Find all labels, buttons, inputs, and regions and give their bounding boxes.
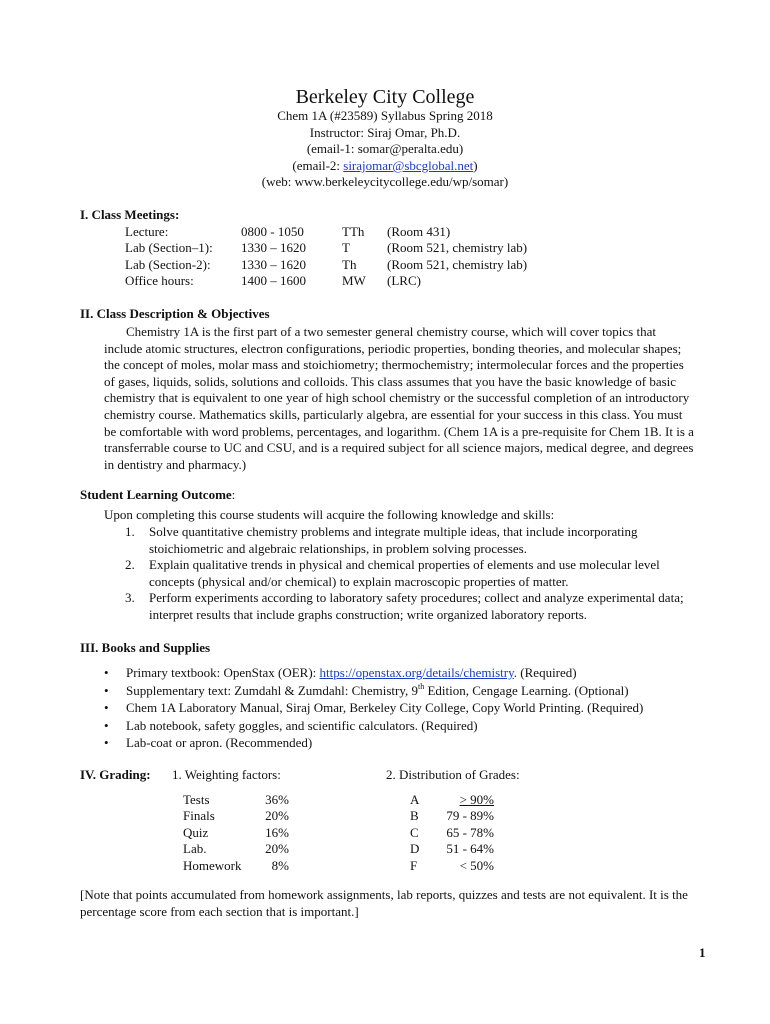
web-line: (web: www.berkeleycitycollege.edu/wp/somar) — [261, 174, 509, 189]
grading-note: [Note that points accumulated from homework assignments, lab reports, quizzes and tests are not equivalent. It is the percentage score from each section that is important.] — [80, 887, 688, 919]
bullet-icon: • — [104, 735, 109, 750]
list-item — [104, 683, 704, 701]
page-number: 1 — [699, 945, 706, 960]
grade-letter: D — [410, 841, 420, 856]
list-item — [104, 735, 704, 753]
meeting-time: 0800 - 1050 — [241, 224, 304, 239]
meeting-days: T — [342, 240, 350, 255]
list-number: 3. — [125, 590, 135, 606]
list-text: Perform experiments according to laboratory safety procedures; collect and analyze experimental data; interpret results that include graphs construction; write organized laboratory reports. — [149, 590, 684, 622]
weight-name: Quiz — [183, 825, 209, 840]
instructor-line: Instructor: Siraj Omar, Ph.D. — [309, 125, 461, 140]
meeting-time: 1330 – 1620 — [241, 257, 306, 272]
list-number: 2. — [125, 557, 135, 573]
weight-pct: 16% — [265, 825, 289, 840]
books-heading: III. Books and Supplies — [80, 640, 211, 655]
grade-letter: B — [410, 808, 419, 823]
email-2-link[interactable]: sirajomar@sbcglobal.net — [343, 158, 474, 173]
book-notebook: Lab notebook, safety goggles, and scientific calculators. (Required) — [126, 717, 478, 733]
weight-name: Homework — [183, 858, 242, 873]
weight-pct: 8% — [271, 858, 289, 873]
list-item — [104, 557, 696, 590]
meeting-type: Office hours: — [125, 273, 194, 288]
grade-letter: C — [410, 825, 419, 840]
meeting-room: (Room 521, chemistry lab) — [387, 257, 528, 272]
meeting-days: Th — [342, 257, 357, 272]
meeting-room: (Room 521, chemistry lab) — [387, 240, 528, 255]
slo-list — [104, 524, 696, 624]
slo-heading: Student Learning Outcome — [80, 487, 232, 502]
meeting-days: MW — [342, 273, 366, 288]
bullet-icon: • — [104, 700, 109, 715]
meeting-room: (LRC) — [387, 273, 421, 288]
slo-intro: Upon completing this course students will acquire the following knowledge and skills: — [104, 507, 555, 522]
email-2-suffix: ) — [473, 158, 478, 173]
book-supp-prefix: Supplementary text: Zumdahl & Zumdahl: Chemistry, 9 — [126, 682, 418, 698]
list-item — [104, 718, 704, 736]
book-labcoat: Lab-coat or apron. (Recommended) — [126, 735, 313, 750]
book-primary-suffix: . (Required) — [513, 665, 577, 680]
grade-range: 51 - 64% — [446, 841, 494, 856]
list-text: Explain qualitative trends in physical and chemical properties of elements and use molecular level concepts (physical and/or chemical) to explain macroscopic properties of matter. — [149, 557, 660, 589]
weight-pct: 36% — [265, 792, 289, 807]
meeting-type: Lecture: — [125, 224, 169, 239]
book-primary-prefix: Primary textbook: OpenStax (OER): — [126, 665, 320, 680]
grading-heading: IV. Grading: — [80, 767, 151, 782]
meeting-room: (Room 431) — [387, 224, 451, 239]
bullet-icon: • — [104, 717, 109, 733]
email-1-line: (email-1: somar@peralta.edu) — [306, 141, 464, 156]
books-list — [104, 665, 704, 753]
bullet-icon: • — [104, 682, 109, 698]
meetings-heading: I. Class Meetings: — [80, 207, 180, 222]
meeting-time: 1400 – 1600 — [241, 273, 306, 288]
meeting-type: Lab (Section–1): — [125, 240, 213, 255]
grade-range: 65 - 78% — [446, 825, 494, 840]
weight-name: Finals — [183, 808, 215, 823]
list-text: Solve quantitative chemistry problems and integrate multiple ideas, that include incorporating stoichiometric and algebraic relationships, in problem solving processes. — [149, 524, 638, 556]
grade-letter: F — [410, 858, 418, 873]
meeting-days: TTh — [342, 224, 365, 239]
bullet-icon: • — [104, 665, 109, 680]
email-2-prefix: (email-2: — [292, 158, 344, 173]
list-number: 1. — [125, 524, 135, 539]
meeting-type: Lab (Section-2): — [125, 257, 211, 272]
weight-name: Tests — [183, 792, 210, 807]
book-lab-manual: Chem 1A Laboratory Manual, Siraj Omar, Berkeley City College, Copy World Printing. (Required) — [126, 700, 644, 715]
slo-heading-colon: : — [231, 487, 236, 502]
weight-pct: 20% — [265, 841, 289, 856]
college-title: Berkeley City College — [295, 86, 475, 108]
grade-range: 79 - 89% — [446, 808, 494, 823]
weight-name: Lab. — [183, 841, 207, 856]
book-supp-suffix: Edition, Cengage Learning. (Optional) — [424, 682, 629, 698]
grade-range — [424, 792, 494, 809]
list-item — [104, 700, 704, 718]
book-supp-sup: th — [417, 681, 425, 691]
meeting-time: 1330 – 1620 — [241, 240, 306, 255]
description-text: Chemistry 1A is the first part of a two semester general chemistry course, which will cover topics that include atomic structures, electron configurations, periodic properties, bonding theories, and molecular shapes; the concept of moles, molar mass and stoichiometry; thermochemistry; intermolecular forces and the properties of gases, liquids, solids, solutions and colloids. This class assumes that you have the basic knowledge of basic chemistry that is equivalent to one year of high school chemistry or the successful completion of an introductory chemistry course. Mathematics skills, particularly algebra, are essential for your success in this class. You must be comfortable with word problems, percentages, and logarithm. (Chem 1A is a pre-requisite for Chem 1B. It is a transferrable course to UC and CSU, and is a required subject for all science majors, medical degree, and degrees in dentistry and pharmacy.) — [104, 324, 694, 472]
openstax-link[interactable]: https://openstax.org/details/chemistry — [319, 665, 514, 680]
description-heading: II. Class Description & Objectives — [80, 306, 270, 321]
list-item — [104, 590, 696, 623]
list-item — [104, 665, 704, 683]
weight-pct: 20% — [265, 808, 289, 823]
slo-heading-line — [80, 487, 235, 504]
email-2-line — [0, 158, 770, 175]
list-item — [104, 524, 696, 557]
grade-range-text: > 90% — [459, 792, 494, 807]
grade-letter: A — [410, 792, 420, 807]
distribution-label: 2. Distribution of Grades: — [386, 767, 520, 782]
weighting-label: 1. Weighting factors: — [172, 767, 281, 782]
grade-range: < 50% — [459, 858, 494, 873]
course-line: Chem 1A (#23589) Syllabus Spring 2018 — [277, 108, 493, 123]
